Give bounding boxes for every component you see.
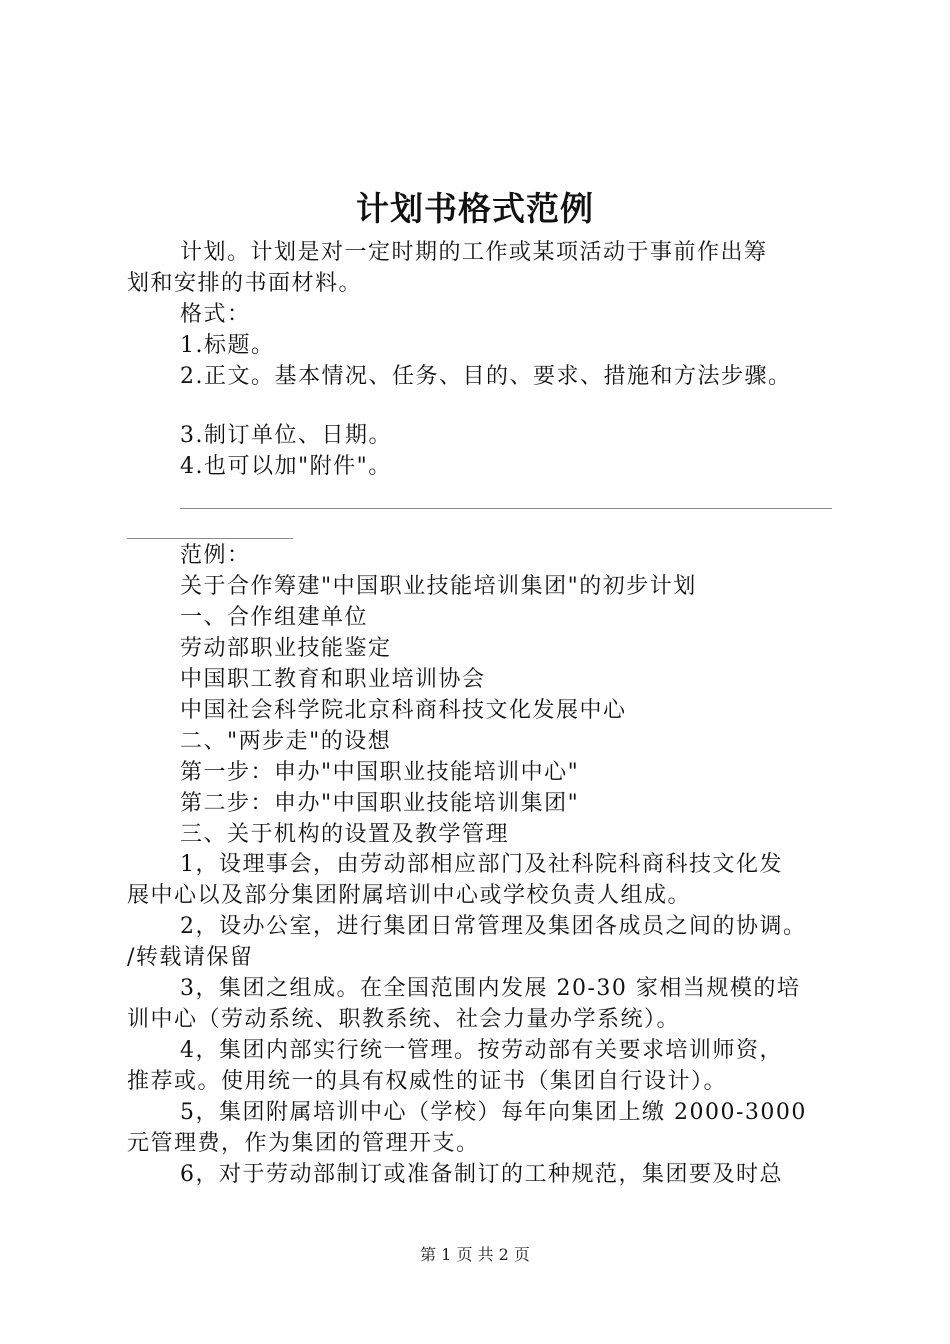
unit-item: 中国社会科学院北京科商科技文化发展中心: [180, 698, 627, 723]
format-item: 1.标题。: [180, 333, 275, 358]
paragraph-line: 3，集团之组成。在全国范围内发展 20-30 家相当规模的培: [180, 976, 801, 1001]
paragraph-line: 元管理费，作为集团的管理开支。: [127, 1131, 480, 1156]
paragraph-line: 训中心（劳动系统、职教系统、社会力量办学系统）。: [127, 1007, 681, 1032]
format-item: 2.正文。基本情况、任务、目的、要求、措施和方法步骤。: [180, 364, 792, 389]
format-heading: 格式：: [180, 302, 251, 327]
section-heading: 二、"两步走"的设想: [180, 729, 392, 754]
example-title: 关于合作筹建"中国职业技能培训集团"的初步计划: [180, 574, 697, 599]
intro-line-2: 划和安排的书面材料。: [127, 271, 363, 296]
paragraph-line: 1，设理事会，由劳动部相应部门及社科院科商科技文化发: [180, 852, 783, 877]
paragraph-line: 4，集团内部实行统一管理。按劳动部有关要求培训师资，: [180, 1038, 783, 1063]
paragraph-line: /转载请保留: [127, 945, 254, 970]
page-number: 第 1 页 共 2 页: [420, 1245, 530, 1264]
paragraph-line: 展中心以及部分集团附属培训中心或学校负责人组成。: [127, 883, 692, 908]
unit-item: 劳动部职业技能鉴定: [180, 636, 392, 661]
paragraph-line: 6，对于劳动部制订或准备制订的工种规范，集团要及时总: [180, 1162, 783, 1187]
separator-rule-continued: [127, 538, 293, 539]
paragraph-line: 推荐或。使用统一的具有权威性的证书（集团自行设计）。: [127, 1069, 728, 1094]
paragraph-line: 2，设办公室，进行集团日常管理及集团各成员之间的协调。: [180, 914, 807, 939]
intro-line-1: 计划。计划是对一定时期的工作或某项活动于事前作出筹: [180, 240, 768, 265]
paragraph-line: 5，集团附属培训中心（学校）每年向集团上缴 2000-3000: [180, 1100, 807, 1125]
separator-rule: [180, 508, 832, 509]
unit-item: 中国职工教育和职业培训协会: [180, 667, 486, 692]
format-item: 4.也可以加"附件"。: [180, 454, 392, 479]
example-heading: 范例：: [180, 543, 251, 568]
section-heading: 三、关于机构的设置及教学管理: [180, 822, 510, 847]
step-item: 第二步：申办"中国职业技能培训集团": [180, 791, 580, 816]
format-item: 3.制订单位、日期。: [180, 423, 392, 448]
document-title: 计划书格式范例: [356, 189, 594, 228]
section-heading: 一、合作组建单位: [180, 605, 369, 630]
step-item: 第一步：申办"中国职业技能培训中心": [180, 760, 580, 785]
